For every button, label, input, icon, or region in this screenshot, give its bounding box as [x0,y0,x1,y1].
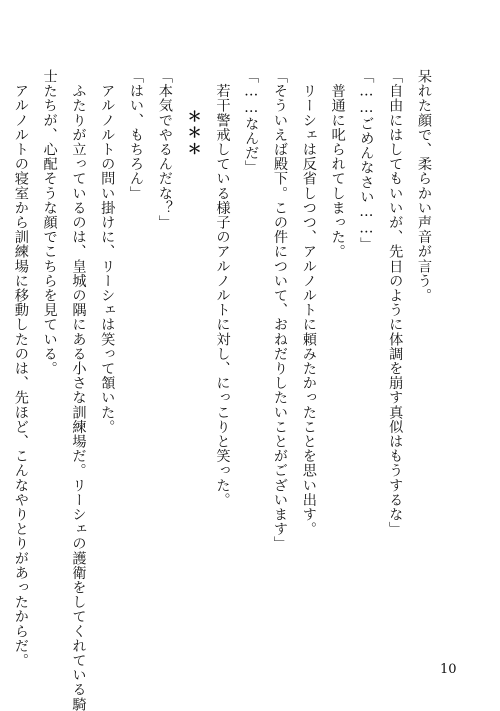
text-line: 「本気でやるんだな？」 [156,69,173,230]
text-line: 「……なんだ」 [243,69,260,175]
text-line: 若干警戒している様子のアルノルトに対し、にっこりと笑った。 [214,69,231,507]
text-line: 呆れた顔で、柔らかい声音が言う。 [416,69,432,303]
page-number: 10 [440,662,457,677]
text-line: 士たちが、心配そうな顔でこちらを見ている。 [41,69,58,376]
text-line: 「そういえば殿下。この件について、おねだりしたいことがございます」 [272,69,289,551]
text-line: リーシェは反省しつつ、アルノルトに頼みたかったことを思い出す。 [300,69,317,537]
text-line: 普通に叱られてしまった。 [329,69,346,259]
vertical-text-body [0,69,438,711]
text-line: 「……ごめんなさい……」 [358,69,375,252]
text-line: ふたりが立っているのは、皇城の隅にある小さな訓練場だ。リーシェの護衛をしてくれている騎 [70,69,87,711]
text-line: アルノルトの寝室から訓練場に移動したのは、先ほど、こんなやりとりがあったからだ。 [12,69,29,668]
text-line: 「はい、もちろん」 [128,69,145,201]
text-line: アルノルトの問い掛けに、リーシェは笑って頷いた。 [99,69,116,434]
scene-break: ＊＊＊ [185,109,202,158]
text-line: 「自由にはしてもいいが、先日のように体調を崩す真似はもうするな」 [387,69,404,537]
